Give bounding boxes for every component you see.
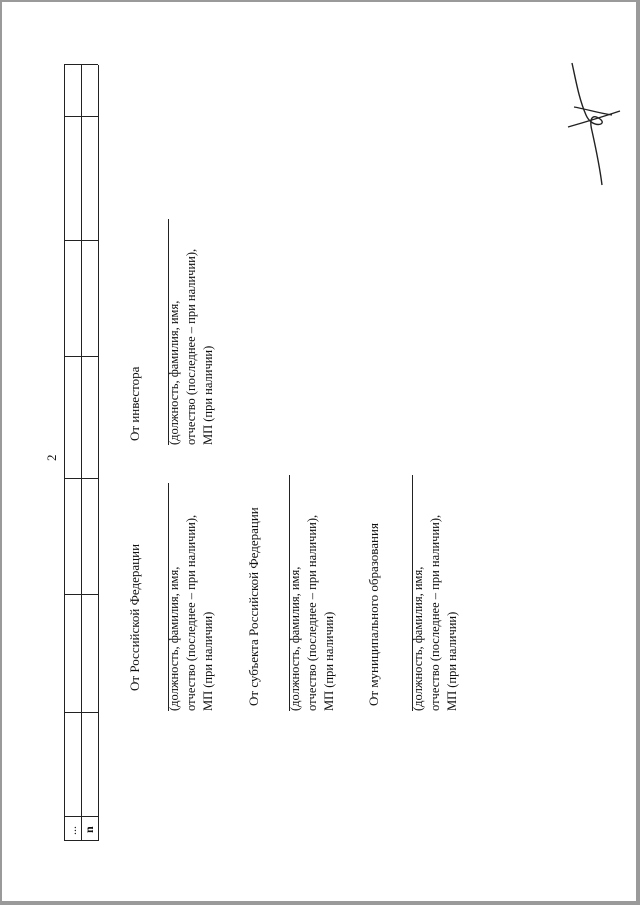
table-cell-ellipsis: ... xyxy=(65,826,79,835)
caption-line: отчество (последнее – при наличии), xyxy=(428,514,442,711)
document-page xyxy=(2,2,636,901)
table-col-divider xyxy=(64,712,98,713)
caption-line: МП (при наличии) xyxy=(445,611,459,711)
caption-line: МП (при наличии) xyxy=(201,611,215,711)
data-table xyxy=(64,65,98,841)
handwritten-signature xyxy=(562,59,626,189)
table-col-divider xyxy=(64,240,98,241)
caption-line: (должность, фамилия, имя, xyxy=(167,566,181,711)
table-col-divider xyxy=(64,116,98,117)
party-label-federation-subject: От субъекта Российской Федерации xyxy=(246,507,261,706)
caption-line: отчество (последнее – при наличии), xyxy=(184,514,198,711)
page-number: 2 xyxy=(44,454,59,461)
table-row-divider xyxy=(81,65,82,841)
table-col-divider xyxy=(64,356,98,357)
signature-caption-investor xyxy=(166,249,217,445)
table-cell-n: n xyxy=(82,826,96,833)
caption-line: (должность, фамилия, имя, xyxy=(167,300,181,445)
signature-caption-federation-subject xyxy=(287,515,338,711)
table-border-left xyxy=(64,840,98,841)
party-label-municipality: От муниципального образования xyxy=(366,523,381,706)
caption-line: (должность, фамилия, имя, xyxy=(288,566,302,711)
caption-line: МП (при наличии) xyxy=(201,345,215,445)
party-label-investor: От инвестора xyxy=(127,366,142,441)
caption-line: отчество (последнее – при наличии), xyxy=(184,248,198,445)
table-border-right xyxy=(64,64,98,65)
caption-line: (должность, фамилия, имя, xyxy=(411,566,425,711)
rotated-page-content xyxy=(2,2,636,901)
signature-caption-municipality xyxy=(410,515,461,711)
party-label-russian-federation: От Российской Федерации xyxy=(127,543,142,691)
table-border-top xyxy=(64,65,65,841)
signature-caption-russian-federation xyxy=(166,515,217,711)
table-col-divider xyxy=(64,816,98,817)
table-border-bottom xyxy=(98,65,99,841)
caption-line: отчество (последнее – при наличии), xyxy=(305,514,319,711)
table-col-divider xyxy=(64,478,98,479)
caption-line: МП (при наличии) xyxy=(322,611,336,711)
table-col-divider xyxy=(64,594,98,595)
